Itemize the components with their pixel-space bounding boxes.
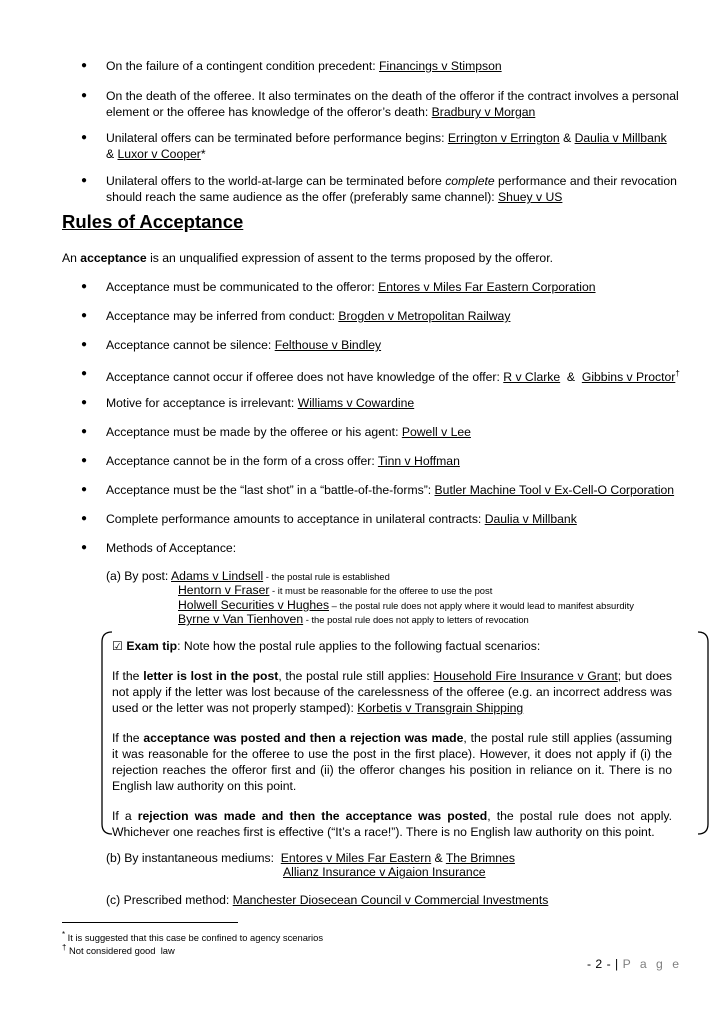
bullet-icon: ● [81,339,88,350]
section-title: Rules of Acceptance [62,211,244,232]
case-link[interactable]: Manchester Diosecean Council v Commercial Investments [232,893,549,907]
case-link[interactable]: Errington v Errington [447,131,560,145]
case-link[interactable]: Adams v Lindsell [171,569,264,583]
footnote: † Not considered good law [62,943,175,957]
exam-tip-box [100,630,710,839]
page-footer: - 2 - | P a g e [586,957,682,971]
post-line: Holwell Securities v Hughes – the postal rule does not apply where it would lead to manifest absurdity [178,598,634,612]
case-link[interactable]: Hentorn v Fraser [178,583,270,597]
case-link[interactable]: Luxor v Cooper [117,147,201,161]
case-link[interactable]: Tinn v Hoffman [377,454,460,468]
case-link[interactable]: Allianz Insurance v Aigaion Insurance [283,865,486,879]
case-link[interactable]: Gibbins v Proctor [581,370,676,385]
case-link[interactable]: Holwell Securities v Hughes [178,598,330,612]
case-link[interactable]: Daulia v Millbank [484,512,577,526]
case-link[interactable]: Korbetis v Transgrain Shipping [357,701,524,715]
bullet-icon: ● [81,90,88,101]
case-link[interactable]: Daulia v Millbank [574,131,667,145]
prescribed-method: (c) Prescribed method: Manchester Diosecean Council v Commercial Investments [106,893,549,907]
post-method: (a) By post: Adams v Lindsell - the postal rule is established [106,569,390,583]
bullet-icon: ● [81,368,88,379]
bullet-icon: ● [81,397,88,408]
bullet-icon: ● [81,484,88,495]
bullet-icon: ● [81,175,88,186]
case-link[interactable]: Household Fire Insurance v Grant [433,669,618,683]
bullet-icon: ● [81,310,88,321]
bullet-icon: ● [81,455,88,466]
case-link[interactable]: Powell v Lee [401,425,471,439]
bullet-icon: ● [81,281,88,292]
case-link[interactable]: R v Clarke [503,370,561,385]
checkbox-icon: ☑ [112,639,123,653]
case-link[interactable]: Shuey v US [498,190,563,204]
bullet-icon: ● [81,132,88,143]
footnote: * It is suggested that this case be confined to agency scenarios [62,930,324,944]
case-link[interactable]: Byrne v Van Tienhoven [178,612,304,626]
case-link[interactable]: Financings v Stimpson [379,59,502,73]
case-link[interactable]: Butler Machine Tool v Ex-Cell-O Corporation [434,483,675,497]
footnote-rule [62,922,238,923]
case-link[interactable]: Felthouse v Bindley [274,338,382,352]
tip-lead: ☑ Exam tip: Note how the postal rule applies to the following factual scenarios: [112,639,541,653]
bullet-icon: ● [81,513,88,524]
case-link[interactable]: Entores v Miles Far Eastern Corporation [378,280,596,294]
tip-paragraph: If the acceptance was posted and then a rejection was made, the postal rule still applies (assuming it was reasonable for the offeree to use the post in the first place). However, it does not apply if (i) the rejection reaches the offeror first and (ii) the offeror changes his position in reliance on it. There is no English law authority on this point. [112,731,672,793]
case-link[interactable]: Entores v Miles Far Eastern [280,851,432,865]
bullet-icon: ● [81,426,88,437]
tip-paragraph: If a rejection was made and then the acceptance was posted, the postal rule does not apply. Whichever one reaches first is effective (“It’s a race!”). There is no English law authority on this point. [112,809,672,839]
instant-line [283,864,486,880]
intro-text: An acceptance is an unqualified expression of assent to the terms proposed by the offeror. [62,251,553,265]
case-link[interactable]: Bradbury v Morgan [431,105,536,119]
case-link[interactable]: The Brimnes [445,851,515,865]
bullet-icon: ● [81,542,88,553]
post-line: Byrne v Van Tienhoven - the postal rule does not apply to letters of revocation [178,612,529,626]
bullet-icon: ● [81,60,88,71]
case-link[interactable]: Brogden v Metropolitan Railway [338,309,511,323]
instant-method: (b) By instantaneous mediums: Entores v Miles Far Eastern & The Brimnes [106,851,515,865]
case-link[interactable]: Williams v Cowardine [297,396,415,410]
tip-paragraph: If the letter is lost in the post, the postal rule still applies: Household Fire Insurance v Grant; but does not apply if the letter was lost because of the carelessness of the offeree (e.g. an incorrect address was used or the letter was not properly stamped): Korbetis v Transgrain Shipping [112,669,672,715]
post-line: Hentorn v Fraser - it must be reasonable for the offeree to use the post [178,583,493,597]
